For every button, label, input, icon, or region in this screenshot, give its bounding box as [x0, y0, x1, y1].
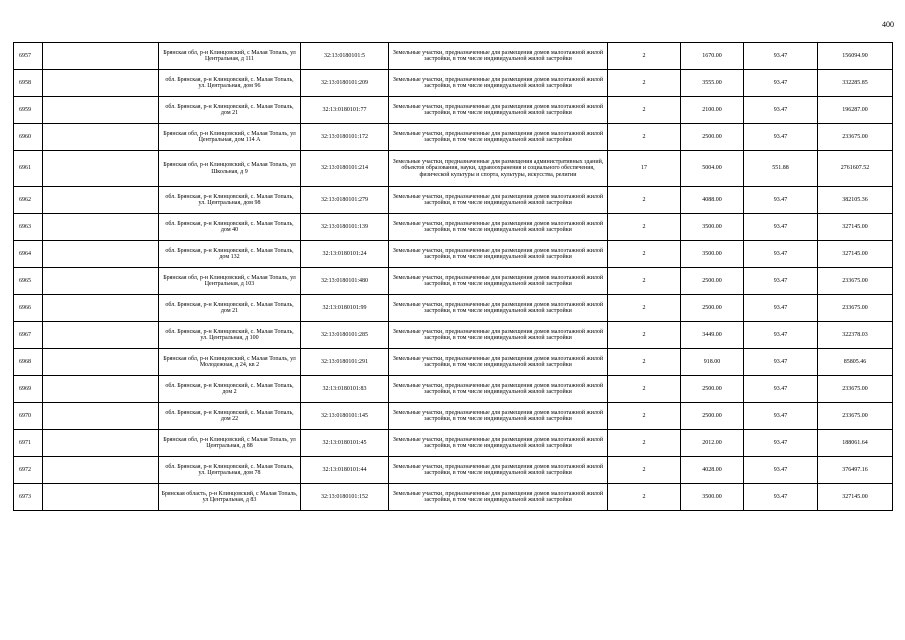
- cadastral-value-cell: 233675.00: [818, 376, 893, 403]
- area-cell: 4028.00: [681, 457, 744, 484]
- empty-cell: [43, 376, 159, 403]
- empty-cell: [43, 349, 159, 376]
- area-cell: 2500.00: [681, 268, 744, 295]
- row-number-cell: 6966: [14, 295, 43, 322]
- use-group-cell: 2: [608, 70, 681, 97]
- cadastral-number-cell: 32:13:0180101:214: [301, 151, 389, 187]
- cadastral-number-cell: 32:13:0180101:480: [301, 268, 389, 295]
- row-number-cell: 6965: [14, 268, 43, 295]
- empty-cell: [43, 295, 159, 322]
- empty-cell: [43, 214, 159, 241]
- cadastral-number-cell: 32:13:0180101:279: [301, 187, 389, 214]
- cadastral-number-cell: 32:13:0180101:209: [301, 70, 389, 97]
- cadastral-value-cell: 233675.00: [818, 403, 893, 430]
- cadastral-value-cell: 322378.03: [818, 322, 893, 349]
- use-group-cell: 2: [608, 457, 681, 484]
- table-row: [14, 97, 893, 124]
- land-use-cell: Земельные участки, предназначенные для размещения домов малоэтажной жилой застройки, в том числе индивидуальной жилой застройки: [389, 403, 608, 430]
- address-cell: Брянская обл, р-н Клинцовский, с Малая Топаль, ул Молодежная, д 24, кв 2: [159, 349, 301, 376]
- use-group-cell: 2: [608, 349, 681, 376]
- area-cell: 3500.00: [681, 241, 744, 268]
- address-cell: обл. Брянская, р-н Клинцовский, с. Малая Топаль, ул. Центральная, дом 78: [159, 457, 301, 484]
- specific-value-cell: 93.47: [744, 349, 818, 376]
- row-number-cell: 6961: [14, 151, 43, 187]
- specific-value-cell: 93.47: [744, 241, 818, 268]
- empty-cell: [43, 43, 159, 70]
- address-cell: обл. Брянская, р-н Клинцовский, с. Малая Топаль, дом 22: [159, 403, 301, 430]
- land-use-cell: Земельные участки, предназначенные для размещения административных зданий, объектов образования, науки, здравоохранения и социального обеспечения, физической культуры и спорта, культуры, искусства, религии: [389, 151, 608, 187]
- cadastral-number-cell: 32:13:0180101:172: [301, 124, 389, 151]
- area-cell: 1670.00: [681, 43, 744, 70]
- empty-cell: [43, 322, 159, 349]
- specific-value-cell: 93.47: [744, 187, 818, 214]
- empty-cell: [43, 484, 159, 511]
- use-group-cell: 2: [608, 484, 681, 511]
- address-cell: обл. Брянская, р-н Клинцовский, с. Малая Топаль, дом 21: [159, 295, 301, 322]
- table-row: [14, 187, 893, 214]
- table-row: [14, 457, 893, 484]
- address-cell: обл. Брянская, р-н Клинцовский, с. Малая Топаль, ул. Центральная, дом 98: [159, 187, 301, 214]
- row-number-cell: 6968: [14, 349, 43, 376]
- table-row: [14, 403, 893, 430]
- address-cell: Брянская обл, р-н Клинцовский, с Малая Топаль, ул Центральная, дом 114 А: [159, 124, 301, 151]
- land-use-cell: Земельные участки, предназначенные для размещения домов малоэтажной жилой застройки, в том числе индивидуальной жилой застройки: [389, 457, 608, 484]
- empty-cell: [43, 268, 159, 295]
- table-row: [14, 214, 893, 241]
- land-use-cell: Земельные участки, предназначенные для размещения домов малоэтажной жилой застройки, в том числе индивидуальной жилой застройки: [389, 268, 608, 295]
- specific-value-cell: 93.47: [744, 97, 818, 124]
- cadastral-value-cell: 382105.36: [818, 187, 893, 214]
- specific-value-cell: 93.47: [744, 268, 818, 295]
- table-row: [14, 376, 893, 403]
- cadastral-value-cell: 2761607.52: [818, 151, 893, 187]
- area-cell: 2012.00: [681, 430, 744, 457]
- empty-cell: [43, 70, 159, 97]
- empty-cell: [43, 241, 159, 268]
- cadastral-value-cell: 327145.00: [818, 214, 893, 241]
- specific-value-cell: 93.47: [744, 403, 818, 430]
- cadastral-number-cell: 32:13:0180101:145: [301, 403, 389, 430]
- use-group-cell: 2: [608, 322, 681, 349]
- use-group-cell: 2: [608, 241, 681, 268]
- empty-cell: [43, 124, 159, 151]
- cadastral-number-cell: 32:13:0180101:139: [301, 214, 389, 241]
- area-cell: 3555.00: [681, 70, 744, 97]
- land-use-cell: Земельные участки, предназначенные для размещения домов малоэтажной жилой застройки, в том числе индивидуальной жилой застройки: [389, 43, 608, 70]
- table-row: [14, 430, 893, 457]
- cadastral-value-cell: 85805.46: [818, 349, 893, 376]
- table-row: [14, 70, 893, 97]
- cadastral-number-cell: 32:13:0180101:5: [301, 43, 389, 70]
- use-group-cell: 2: [608, 187, 681, 214]
- cadastral-value-cell: 376497.16: [818, 457, 893, 484]
- cadastral-number-cell: 32:13:0180101:99: [301, 295, 389, 322]
- registry-body: [14, 43, 893, 511]
- use-group-cell: 2: [608, 295, 681, 322]
- table-row: [14, 322, 893, 349]
- empty-cell: [43, 430, 159, 457]
- table-row: [14, 241, 893, 268]
- cadastral-number-cell: 32:13:0180101:45: [301, 430, 389, 457]
- cadastral-value-cell: 327145.00: [818, 241, 893, 268]
- row-number-cell: 6963: [14, 214, 43, 241]
- area-cell: 2500.00: [681, 403, 744, 430]
- specific-value-cell: 93.47: [744, 430, 818, 457]
- specific-value-cell: 93.47: [744, 484, 818, 511]
- specific-value-cell: 93.47: [744, 43, 818, 70]
- table-row: [14, 268, 893, 295]
- area-cell: 3449.00: [681, 322, 744, 349]
- use-group-cell: 2: [608, 268, 681, 295]
- area-cell: 918.00: [681, 349, 744, 376]
- empty-cell: [43, 151, 159, 187]
- address-cell: обл. Брянская, р-н Клинцовский, с. Малая Топаль, ул. Центральная, д 100: [159, 322, 301, 349]
- row-number-cell: 6964: [14, 241, 43, 268]
- use-group-cell: 2: [608, 97, 681, 124]
- area-cell: 2500.00: [681, 376, 744, 403]
- land-use-cell: Земельные участки, предназначенные для размещения домов малоэтажной жилой застройки, в том числе индивидуальной жилой застройки: [389, 241, 608, 268]
- specific-value-cell: 93.47: [744, 124, 818, 151]
- area-cell: 3500.00: [681, 484, 744, 511]
- area-cell: 2100.00: [681, 97, 744, 124]
- empty-cell: [43, 97, 159, 124]
- address-cell: обл. Брянская, р-н Клинцовский, с. Малая Топаль, дом 40: [159, 214, 301, 241]
- cadastral-number-cell: 32:13:0180101:285: [301, 322, 389, 349]
- specific-value-cell: 93.47: [744, 322, 818, 349]
- row-number-cell: 6967: [14, 322, 43, 349]
- address-cell: обл. Брянская, р-н Клинцовский, с. Малая Топаль, дом 21: [159, 97, 301, 124]
- cadastral-number-cell: 32:13:0180101:44: [301, 457, 389, 484]
- row-number-cell: 6960: [14, 124, 43, 151]
- land-use-cell: Земельные участки, предназначенные для размещения домов малоэтажной жилой застройки, в том числе индивидуальной жилой застройки: [389, 484, 608, 511]
- table-row: [14, 295, 893, 322]
- cadastral-number-cell: 32:13:0180101:152: [301, 484, 389, 511]
- land-use-cell: Земельные участки, предназначенные для размещения домов малоэтажной жилой застройки, в том числе индивидуальной жилой застройки: [389, 70, 608, 97]
- use-group-cell: 2: [608, 403, 681, 430]
- row-number-cell: 6973: [14, 484, 43, 511]
- land-use-cell: Земельные участки, предназначенные для размещения домов малоэтажной жилой застройки, в том числе индивидуальной жилой застройки: [389, 430, 608, 457]
- land-use-cell: Земельные участки, предназначенные для размещения домов малоэтажной жилой застройки, в том числе индивидуальной жилой застройки: [389, 349, 608, 376]
- address-cell: Брянская обл, р-н Клинцовский, с Малая Топаль, ул Школьная, д 9: [159, 151, 301, 187]
- area-cell: 5004.00: [681, 151, 744, 187]
- area-cell: 4088.00: [681, 187, 744, 214]
- address-cell: обл. Брянская, р-н Клинцовский, с. Малая Топаль, ул. Центральная, дом 96: [159, 70, 301, 97]
- empty-cell: [43, 457, 159, 484]
- row-number-cell: 6958: [14, 70, 43, 97]
- cadastral-value-cell: 233675.00: [818, 295, 893, 322]
- address-cell: обл. Брянская, р-н Клинцовский, с. Малая Топаль, дом 132: [159, 241, 301, 268]
- cadastral-value-cell: 327145.00: [818, 484, 893, 511]
- use-group-cell: 2: [608, 376, 681, 403]
- cadastral-number-cell: 32:13:0180101:77: [301, 97, 389, 124]
- area-cell: 3500.00: [681, 214, 744, 241]
- cadastral-value-cell: 156094.90: [818, 43, 893, 70]
- land-use-cell: Земельные участки, предназначенные для размещения домов малоэтажной жилой застройки, в том числе индивидуальной жилой застройки: [389, 295, 608, 322]
- land-use-cell: Земельные участки, предназначенные для размещения домов малоэтажной жилой застройки, в том числе индивидуальной жилой застройки: [389, 214, 608, 241]
- specific-value-cell: 551.88: [744, 151, 818, 187]
- specific-value-cell: 93.47: [744, 70, 818, 97]
- area-cell: 2500.00: [681, 124, 744, 151]
- specific-value-cell: 93.47: [744, 376, 818, 403]
- table-row: [14, 151, 893, 187]
- use-group-cell: 2: [608, 124, 681, 151]
- land-use-cell: Земельные участки, предназначенные для размещения домов малоэтажной жилой застройки, в том числе индивидуальной жилой застройки: [389, 322, 608, 349]
- row-number-cell: 6971: [14, 430, 43, 457]
- land-use-cell: Земельные участки, предназначенные для размещения домов малоэтажной жилой застройки, в том числе индивидуальной жилой застройки: [389, 124, 608, 151]
- land-registry-table: [13, 42, 893, 511]
- row-number-cell: 6957: [14, 43, 43, 70]
- cadastral-value-cell: 233675.00: [818, 268, 893, 295]
- cadastral-value-cell: 188061.64: [818, 430, 893, 457]
- address-cell: Брянская обл, р-н Клинцовский, с Малая Топаль, ул Центральная, д 88: [159, 430, 301, 457]
- address-cell: обл. Брянская, р-н Клинцовский, с. Малая Топаль, дом 2: [159, 376, 301, 403]
- cadastral-value-cell: 196287.00: [818, 97, 893, 124]
- address-cell: Брянская обл, р-н Клинцовский, с Малая Топаль, ул Центральная, д 103: [159, 268, 301, 295]
- specific-value-cell: 93.47: [744, 295, 818, 322]
- land-use-cell: Земельные участки, предназначенные для размещения домов малоэтажной жилой застройки, в том числе индивидуальной жилой застройки: [389, 97, 608, 124]
- table-row: [14, 484, 893, 511]
- row-number-cell: 6969: [14, 376, 43, 403]
- table-row: [14, 349, 893, 376]
- cadastral-number-cell: 32:13:0180101:83: [301, 376, 389, 403]
- use-group-cell: 2: [608, 214, 681, 241]
- specific-value-cell: 93.47: [744, 214, 818, 241]
- row-number-cell: 6970: [14, 403, 43, 430]
- empty-cell: [43, 403, 159, 430]
- address-cell: Брянская область, р-н Клинцовский, с Малая Топаль, ул Центральная, д 83: [159, 484, 301, 511]
- row-number-cell: 6959: [14, 97, 43, 124]
- land-use-cell: Земельные участки, предназначенные для размещения домов малоэтажной жилой застройки, в том числе индивидуальной жилой застройки: [389, 376, 608, 403]
- use-group-cell: 2: [608, 430, 681, 457]
- cadastral-number-cell: 32:13:0180101:24: [301, 241, 389, 268]
- cadastral-value-cell: 332285.85: [818, 70, 893, 97]
- table-row: [14, 124, 893, 151]
- row-number-cell: 6972: [14, 457, 43, 484]
- table-row: [14, 43, 893, 70]
- use-group-cell: 17: [608, 151, 681, 187]
- cadastral-value-cell: 233675.00: [818, 124, 893, 151]
- page-number: 400: [882, 20, 894, 29]
- land-use-cell: Земельные участки, предназначенные для размещения домов малоэтажной жилой застройки, в том числе индивидуальной жилой застройки: [389, 187, 608, 214]
- address-cell: Брянская обл, р-н Клинцовский, с Малая Топаль, ул Центральная, д 111: [159, 43, 301, 70]
- area-cell: 2500.00: [681, 295, 744, 322]
- empty-cell: [43, 187, 159, 214]
- use-group-cell: 2: [608, 43, 681, 70]
- row-number-cell: 6962: [14, 187, 43, 214]
- cadastral-number-cell: 32:13:0180101:291: [301, 349, 389, 376]
- specific-value-cell: 93.47: [744, 457, 818, 484]
